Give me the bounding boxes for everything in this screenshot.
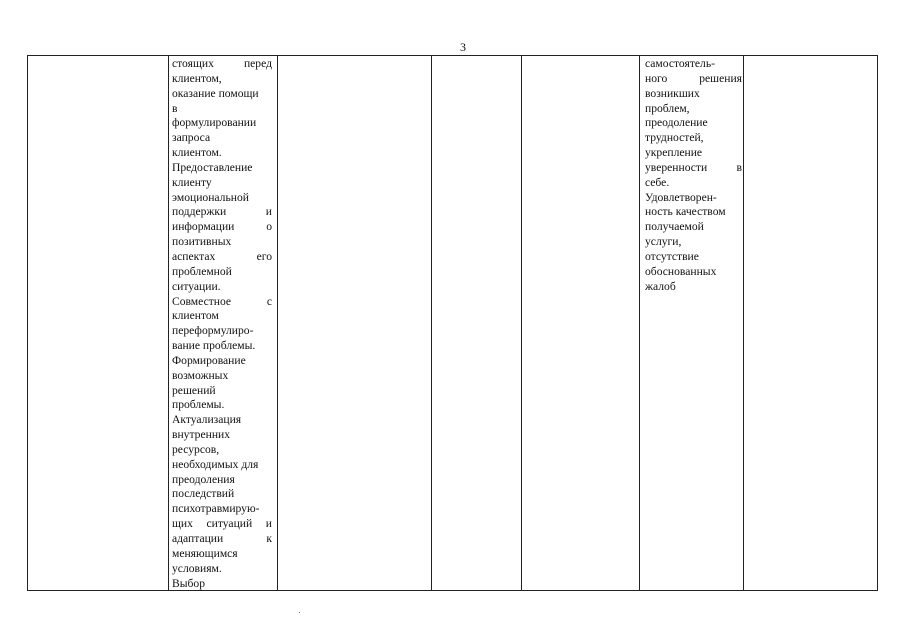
text-line: ного решения [645,71,742,85]
page-number: 3 [460,40,466,54]
column-divider [639,56,640,590]
text-line: Выбор [172,576,206,590]
text-line: Удовлетворен- [645,190,717,204]
text-line: отсутствие [645,249,699,263]
text-line: самостоятель- [645,57,715,70]
text-line: меняющимся [172,546,238,560]
text-line: адаптации к [172,532,272,545]
text-line: информации о [172,220,272,234]
text-line: клиентом. [172,146,222,160]
text-line: позитивных [172,235,232,249]
text-line: решений [172,383,216,397]
text-line: жалоб [645,279,676,293]
text-line: Предоставление [172,160,253,174]
text-line: клиентом [172,309,219,323]
text-line: проблем, [645,101,690,115]
text-line: обоснованных [645,264,717,278]
column-divider [277,56,278,590]
text-line: поддержки и [172,205,272,219]
column-divider [521,56,522,590]
column-divider [743,56,744,590]
text-line: уверенности в [645,160,742,174]
text-line: аспектах его [172,249,272,263]
text-line: в [172,101,178,115]
text-line: Актуализация [172,413,242,427]
text-line: себе. [645,175,670,189]
text-line: последствий [172,487,235,501]
text-line: возможных [172,368,229,382]
text-line: запроса [172,131,211,145]
text-line: оказание помощи [172,86,259,100]
text-line: ресурсов, [172,442,220,456]
text-line: вание проблемы. [172,339,256,353]
scan-speck [299,612,300,613]
text-line: проблемной [172,264,232,278]
text-line: проблемы. [172,398,225,412]
text-line: внутренних [172,428,231,442]
text-line: возникших [645,86,700,100]
text-line: укрепление [645,146,703,160]
text-line: необходимых для [172,457,259,471]
column-divider [431,56,432,590]
document-table [27,55,878,591]
text-line: стоящих перед [172,57,272,70]
text-line: клиентом, [172,71,222,85]
text-line: формулировании [172,116,257,130]
text-line: переформулиро- [172,324,254,338]
text-line: услуги, [645,235,682,249]
service-content-cell [172,57,272,591]
text-line: эмоциональной [172,190,249,204]
text-line: щих ситуаций и [172,517,272,531]
text-line: получаемой [645,220,704,234]
text-line: условиям. [172,561,222,575]
text-line: Формирование [172,353,246,367]
service-result-cell [645,57,742,295]
text-line: Совместное с [172,294,272,308]
text-line: трудностей, [645,131,704,145]
text-line: преодоление [645,116,708,130]
text-line: ность качеством [645,205,726,219]
text-line: преодоления [172,472,235,486]
text-line: ситуации. [172,279,221,293]
column-divider [168,56,169,590]
text-line: клиенту [172,175,212,189]
text-line: психотравмирую- [172,502,260,516]
